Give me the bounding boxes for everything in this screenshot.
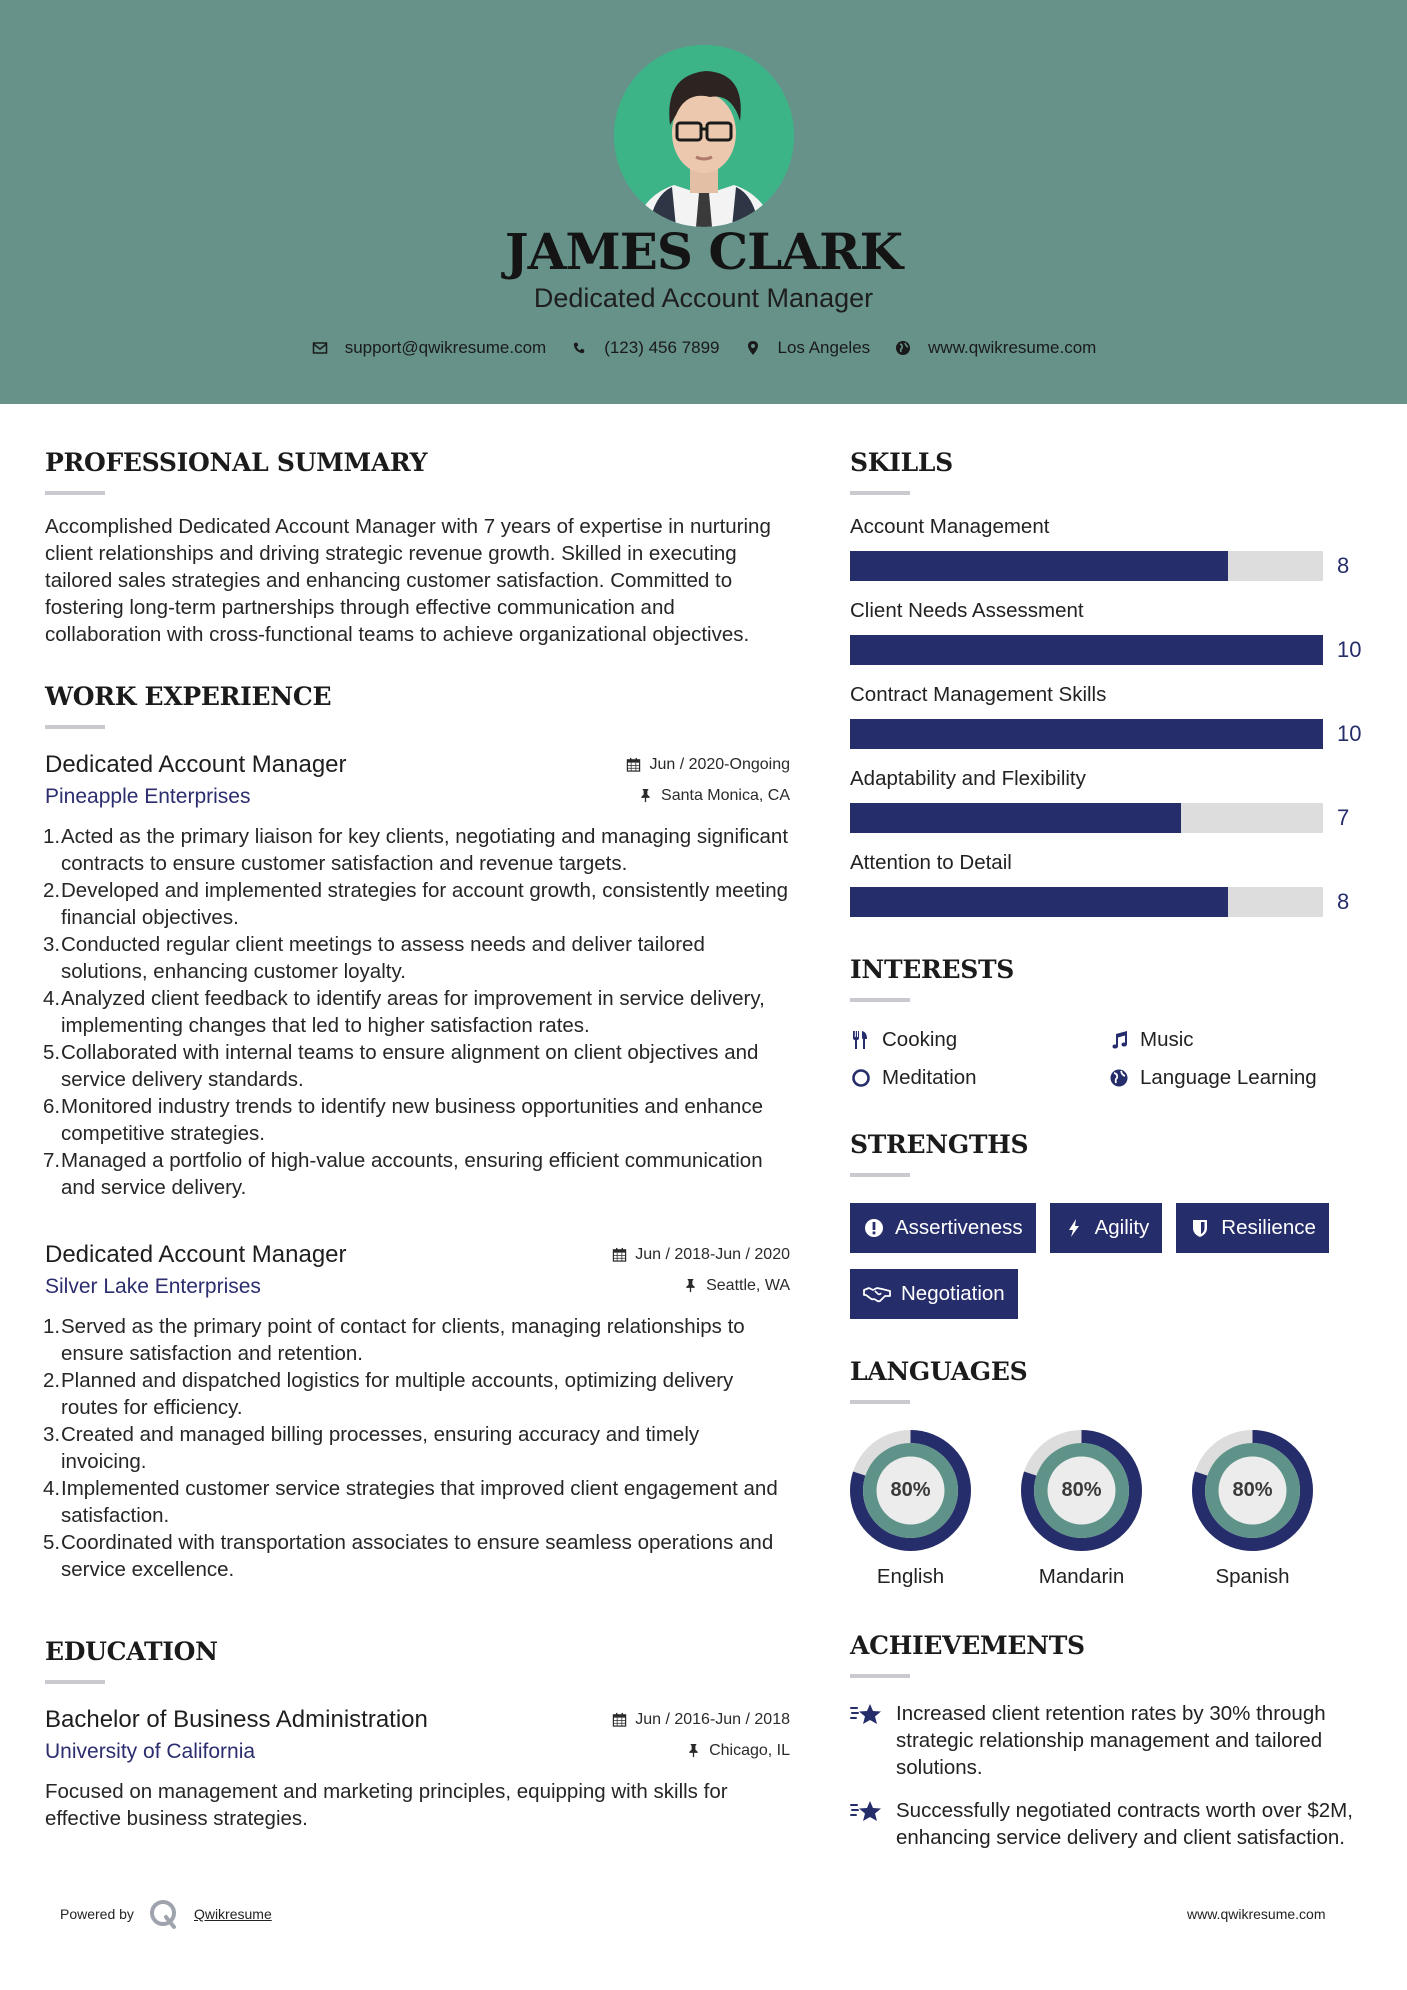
job-bullet: 1. Acted as the primary liaison for key clients, negotiating and managing significant contracts to ensure customer satisfaction and revenue targets. [43,825,789,875]
section-heading: STRENGTHS [850,1130,1029,1159]
education-entry [45,1706,790,1832]
skill-bar-fill [850,887,1228,917]
skill-bar-fill [850,803,1181,833]
language-item [1021,1430,1142,1589]
section-heading: EDUCATION [45,1637,218,1666]
utensils-icon [850,1029,872,1051]
website-text: www.qwikresume.com [928,338,1097,357]
language-percent: 80% [1232,1479,1273,1501]
achievement-item: Successfully negotiated contracts worth over $2M, enhancing service delivery and client satisfaction. [850,1797,1370,1851]
section-divider [850,491,910,495]
job-role: Dedicated Account Manager [45,1241,347,1268]
skill-label: Adaptability and Flexibility [850,767,1086,790]
job-bullet: 5. Coordinated with transportation associates to ensure seamless operations and service excellence. [43,1531,774,1581]
pushpin-icon [686,1743,701,1758]
envelope-icon [311,339,329,357]
skill-value: 7 [1337,805,1350,830]
achievements-section [850,1631,1370,1851]
language-item [850,1430,971,1589]
interest-item: Language Learning [1108,1066,1366,1090]
resume-header [0,0,1407,404]
job-bullet: 2. Planned and dispatched logistics for multiple accounts, optimizing delivery routes for efficiency. [43,1369,734,1419]
skill-value: 8 [1337,889,1350,914]
avatar [614,45,794,227]
language-percent: 80% [1061,1479,1102,1501]
interest-item: Meditation [850,1066,1108,1090]
job-bullet: 7. Managed a portfolio of high-value accounts, ensuring efficient communication and service delivery. [43,1149,763,1199]
shield-icon [1189,1217,1211,1239]
email-text: support@qwikresume.com [344,338,547,357]
job-bullet: 4. Analyzed client feedback to identify areas for improvement in service delivery, implementing changes that led to higher satisfaction rates. [43,987,765,1037]
section-divider [45,491,105,495]
job-bullet: 3. Conducted regular client meetings to assess needs and deliver tailored solutions, enhancing customer loyalty. [43,933,705,983]
candidate-title: Dedicated Account Manager [533,283,874,313]
powered-by [60,1898,272,1930]
qwikresume-logo-icon [148,1898,180,1930]
job-company: Silver Lake Enterprises [45,1275,261,1298]
skill-value: 10 [1337,637,1362,662]
job-role: Dedicated Account Manager [45,751,347,778]
job-company: Pineapple Enterprises [45,785,251,808]
job-bullet: 4. Implemented customer service strategies that improved client engagement and satisfaction. [43,1477,778,1527]
strengths-section [850,1130,1370,1319]
skills-list [850,515,1370,917]
section-heading: LANGUAGES [850,1357,1028,1386]
skill-label: Contract Management Skills [850,683,1107,706]
strength-badge: Agility [1050,1203,1163,1253]
job-bullet: 1. Served as the primary point of contact for clients, managing relationships to ensure satisfaction and retention. [43,1315,745,1365]
calendar-icon [612,1247,627,1262]
location-text: Los Angeles [777,338,871,357]
summary-section [45,448,790,648]
music-note-icon [1108,1029,1130,1051]
degree-name: Bachelor of Business Administration [45,1706,428,1733]
contact-phone[interactable] [570,338,719,358]
left-column [45,448,790,1832]
skill-value: 10 [1337,721,1362,746]
interests-section [850,955,1370,1090]
candidate-name: JAMES CLARK [504,222,903,281]
skill-value: 8 [1337,553,1350,578]
job-bullet-list [45,823,790,1201]
skill-item [850,851,1370,917]
shooting-star-icon [850,1797,884,1851]
language-donut [1192,1430,1313,1551]
language-name: Spanish [1215,1565,1290,1588]
education-dates: Jun / 2016-Jun / 2018 [612,1711,790,1729]
languages-section [850,1357,1370,1589]
skill-bar [850,887,1323,917]
job-dates: Jun / 2020-Ongoing [626,756,790,774]
skill-bar [850,719,1323,749]
strength-badge: Negotiation [850,1269,1018,1319]
section-heading: SKILLS [850,448,953,477]
section-divider [850,1400,910,1404]
calendar-icon [612,1712,627,1727]
skill-bar-fill [850,635,1323,665]
section-divider [850,1674,910,1678]
job-bullet: 6. Monitored industry trends to identify new business opportunities and enhance competitive strategies. [43,1095,763,1145]
skill-bar [850,551,1323,581]
skills-section [850,448,1370,917]
right-column [850,448,1370,1851]
language-donut [850,1430,971,1551]
section-heading: INTERESTS [850,955,1015,984]
education-description: Focused on management and marketing principles, equipping with skills for effective business strategies. [45,1780,728,1830]
strength-badge: Resilience [1176,1203,1329,1253]
job-location: Seattle, WA [683,1277,790,1295]
job-bullet: 2. Developed and implemented strategies for account growth, consistently meeting financial objectives. [43,879,789,929]
skill-label: Client Needs Assessment [850,599,1084,622]
experience-section [45,682,790,1583]
pushpin-icon [683,1278,698,1293]
language-name: Mandarin [1038,1565,1125,1588]
job-entry [45,1241,790,1583]
skill-bar-fill [850,719,1323,749]
school-name: University of California [45,1740,256,1763]
achievement-item: Increased client retention rates by 30% through strategic relationship management and tailored solutions. [850,1700,1370,1781]
skill-bar [850,635,1323,665]
pushpin-icon [638,788,653,803]
contact-location [744,338,871,358]
exclamation-circle-icon [863,1217,885,1239]
skill-label: Attention to Detail [850,851,1012,874]
phone-text: (123) 456 7899 [604,338,720,357]
strength-badge: Assertiveness [850,1203,1036,1253]
section-heading: ACHIEVEMENTS [850,1631,1085,1660]
language-percent: 80% [890,1479,931,1501]
job-dates: Jun / 2018-Jun / 2020 [612,1246,790,1264]
job-bullet-list [45,1313,790,1583]
contact-row [0,338,1407,358]
globe-icon [894,339,912,357]
footer-website-link[interactable]: www.qwikresume.com [1187,1906,1326,1922]
skill-item [850,767,1370,833]
language-name: English [876,1565,945,1588]
skill-item [850,515,1370,581]
section-heading: WORK EXPERIENCE [45,682,332,711]
interest-item: Music [1108,1028,1366,1052]
education-location: Chicago, IL [686,1742,790,1760]
phone-icon [570,339,588,357]
section-divider [45,725,105,729]
skill-item [850,599,1370,665]
section-divider [45,1680,105,1684]
job-bullet: 3. Created and managed billing processes, ensuring accuracy and timely invoicing. [43,1423,700,1473]
skill-item [850,683,1370,749]
interest-item: Cooking [850,1028,1108,1052]
shooting-star-icon [850,1700,884,1781]
language-item [1192,1430,1313,1589]
contact-email[interactable] [311,338,547,358]
skill-bar-fill [850,551,1228,581]
qwikresume-link[interactable]: Qwikresume [193,1906,272,1922]
globe-icon [1108,1067,1130,1089]
handshake-icon [863,1283,891,1305]
job-location: Santa Monica, CA [638,787,790,805]
circle-outline-icon [850,1067,872,1089]
contact-website[interactable] [894,338,1096,358]
map-pin-icon [744,339,762,357]
calendar-icon [626,757,641,772]
skill-label: Account Management [850,515,1050,538]
lightning-bolt-icon [1063,1217,1085,1239]
job-entry [45,751,790,1201]
section-heading: PROFESSIONAL SUMMARY [45,448,428,477]
profile-photo-icon [614,45,794,227]
section-divider [850,998,910,1002]
job-bullet: 5. Collaborated with internal teams to ensure alignment on client objectives and service delivery standards. [43,1041,759,1091]
language-donut [1021,1430,1142,1551]
skill-bar [850,803,1323,833]
education-section [45,1637,790,1832]
summary-text: Accomplished Dedicated Account Manager with 7 years of expertise in nurturing client relationships and driving strategic revenue growth. Skilled in executing tailored sales strategies and enhancing customer satisfaction. Committed to fostering long-term partnerships through effective communication and collaboration with cross-functional teams to achieve organizational objectives. [45,515,771,646]
powered-by-label: Powered by [60,1906,134,1922]
section-divider [850,1173,910,1177]
